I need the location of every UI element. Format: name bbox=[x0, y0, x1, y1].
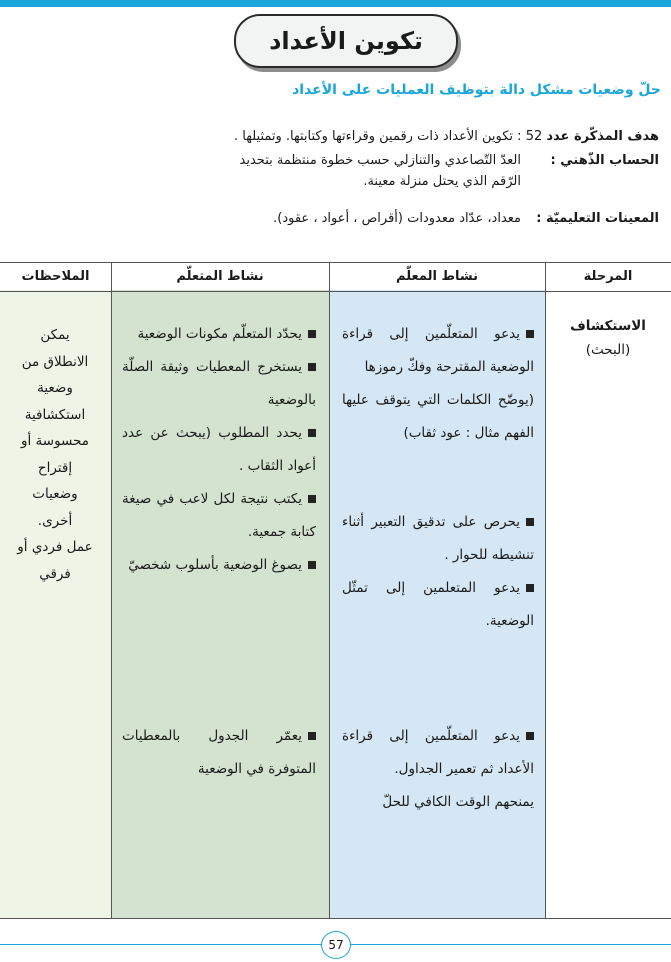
goal-text: تكوين الأعداد ذات رقمين وقراءتها وكتابتها. وتمثيلها . bbox=[234, 129, 514, 144]
header-notes: الملاحظات bbox=[21, 268, 90, 284]
goal-row bbox=[19, 126, 659, 147]
aids-label: المعينات التعليميّة : bbox=[536, 211, 659, 226]
aids-text: معداد، عدّاد معدودات (أقراص ، أعواد ، عقود). bbox=[273, 211, 521, 226]
bullet-square-icon bbox=[526, 518, 534, 526]
learner-item: يكتب نتيجة لكل لاعب في صيغة كتابة جمعية. bbox=[122, 491, 316, 540]
bullet-square-icon bbox=[526, 330, 534, 338]
teacher-item: يمنحهم الوقت الكافي للحلّ bbox=[382, 794, 534, 810]
notes-line: محسوسة أو bbox=[20, 433, 90, 449]
learner-activity-block-2 bbox=[122, 720, 316, 786]
bullet-square-icon bbox=[308, 330, 316, 338]
bullet-square-icon bbox=[308, 429, 316, 437]
notes-line: يمكن bbox=[40, 327, 70, 343]
stage-cell bbox=[545, 314, 671, 362]
teacher-item: يدعو المتعلمين إلى تمثّل الوضعية. bbox=[342, 580, 534, 629]
column-divider bbox=[329, 262, 330, 919]
bullet-square-icon bbox=[526, 732, 534, 740]
notes-line: وضعية bbox=[37, 380, 73, 396]
teacher-item: يحرص على تدقيق التعبير أثناء تنشيطه للحوار . bbox=[342, 514, 534, 563]
page-title: تكوين الأعداد bbox=[234, 14, 458, 68]
notes-line: استكشافية bbox=[24, 406, 86, 423]
learner-item: يصوغ الوضعية بأسلوب شخصيّ bbox=[122, 549, 316, 582]
mental-text bbox=[161, 150, 521, 192]
lesson-objective: حلّ وضعيات مشكل دالة بتوظيف العمليات على الأعداد bbox=[292, 82, 661, 98]
mental-label: الحساب الذّهني : bbox=[550, 153, 659, 168]
learner-item: يعمّر الجدول بالمعطيات المتوفرة في الوضعية bbox=[122, 728, 316, 777]
notes-cell bbox=[6, 322, 104, 587]
mental-line-1: العدّ التّصاعدي والتنازلي حسب خطوة منتظمة بتحديد bbox=[239, 153, 521, 168]
notes-line: أخرى. bbox=[37, 512, 73, 529]
bullet-square-icon bbox=[308, 561, 316, 569]
goal-label: هدف المذكّرة عدد bbox=[546, 129, 659, 144]
teacher-item: يدعو المتعلّمين إلى قراءة الأعداد ثم تعمير الجداول. bbox=[342, 728, 534, 777]
header-stage: المرحلة bbox=[583, 268, 633, 284]
goal-number: 52 : bbox=[517, 129, 543, 144]
bullet-square-icon bbox=[308, 495, 316, 503]
learner-item: يستخرج المعطيات وثيقة الصلّة بالوضعية bbox=[122, 359, 316, 408]
header-teacher-activity: نشاط المعلّم bbox=[396, 268, 478, 284]
notes-line: وضعيات bbox=[32, 486, 78, 502]
page-number: 57 bbox=[321, 931, 351, 959]
teacher-activity-block-3 bbox=[342, 720, 534, 819]
stage-subname: (البحث) bbox=[585, 342, 631, 358]
learner-activity-block-1 bbox=[122, 318, 316, 582]
header-learner-activity: نشاط المتعلّم bbox=[176, 268, 264, 284]
notes-line: الانطلاق من bbox=[21, 353, 89, 370]
bullet-square-icon bbox=[526, 584, 534, 592]
notes-line: إقتراح bbox=[37, 459, 73, 476]
notes-line: عمل فردي أو bbox=[17, 539, 93, 555]
teacher-activity-block-2 bbox=[342, 506, 534, 638]
top-accent-bar bbox=[0, 0, 671, 7]
notes-line: فرقي bbox=[39, 565, 71, 582]
table-bottom-border bbox=[0, 918, 671, 919]
learner-item: يحدّد المتعلّم مكونات الوضعية bbox=[122, 318, 316, 351]
bullet-square-icon bbox=[308, 732, 316, 740]
teacher-activity-block-1 bbox=[342, 318, 534, 450]
stage-name: الاستكشاف bbox=[570, 318, 646, 334]
bullet-square-icon bbox=[308, 363, 316, 371]
teacher-item: (يوضّح الكلمات التي يتوقف عليها الفهم مثال : عود ثقاب) bbox=[342, 392, 534, 441]
teacher-item: يدعو المتعلّمين إلى قراءة الوضعية المقترحة وفكّ رموزها bbox=[342, 326, 534, 375]
column-divider bbox=[111, 262, 112, 919]
mental-line-2: الرّقم الذي يحتل منزلة معينة. bbox=[363, 174, 521, 189]
learner-item: يحدد المطلوب (يبحث عن عدد أعواد الثقاب . bbox=[122, 425, 316, 474]
